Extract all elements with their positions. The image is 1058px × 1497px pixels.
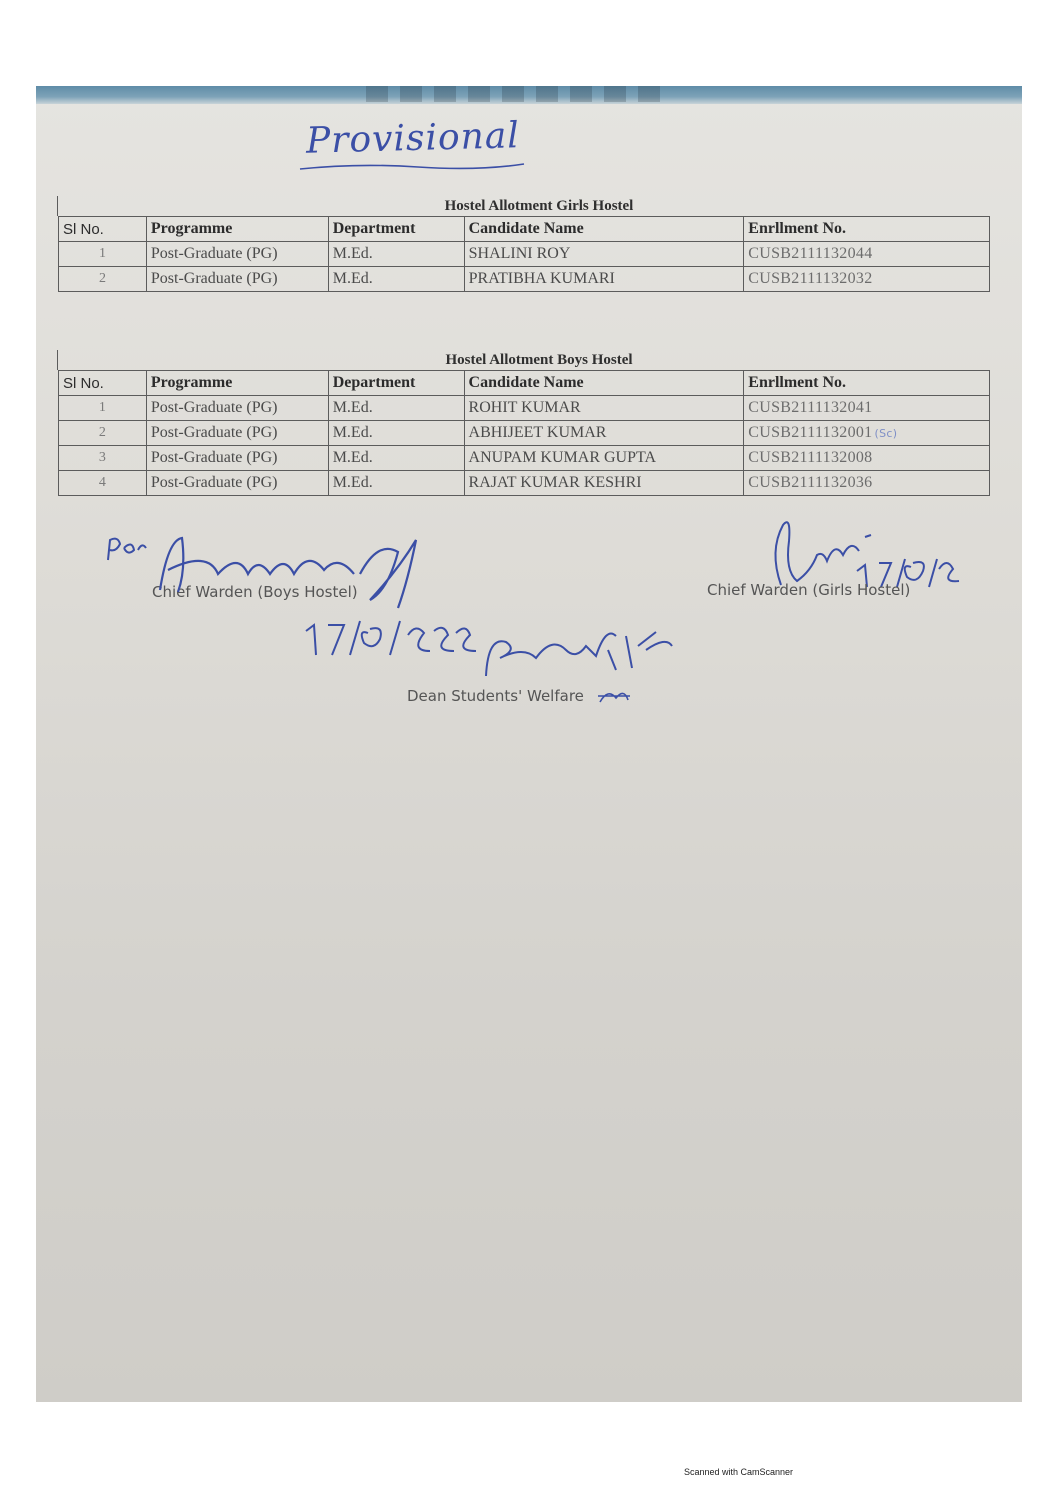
department-cell: M.Ed. — [328, 396, 464, 421]
girls-warden-label: Chief Warden (Girls Hostel) — [707, 581, 911, 599]
boys-warden-date-handwriting — [298, 611, 478, 661]
column-header: Department — [328, 217, 464, 242]
candidate-name-cell: SHALINI ROY — [464, 242, 744, 267]
scan-top-edge — [36, 86, 1022, 104]
candidate-name-cell: ABHIJEET KUMAR — [464, 421, 744, 446]
strikeout-mark — [596, 686, 632, 708]
candidate-name-cell: ROHIT KUMAR — [464, 396, 744, 421]
heading-underline — [298, 160, 528, 174]
enrollment-cell: CUSB2111132008 — [744, 446, 990, 471]
column-header: Programme — [146, 371, 328, 396]
girls-hostel-section — [58, 196, 990, 292]
enrollment-cell: CUSB2111132044 — [744, 242, 990, 267]
serial-number: 2 — [59, 421, 147, 446]
serial-number: 1 — [59, 242, 147, 267]
boys-warden-signature — [98, 530, 438, 610]
column-header: Enrllment No. — [744, 217, 990, 242]
scanner-watermark: Scanned with CamScanner — [684, 1467, 794, 1477]
column-header: Candidate Name — [464, 371, 744, 396]
programme-cell: Post-Graduate (PG) — [146, 396, 328, 421]
department-cell: M.Ed. — [328, 421, 464, 446]
department-cell: M.Ed. — [328, 267, 464, 292]
candidate-name-cell: PRATIBHA KUMARI — [464, 267, 744, 292]
handwritten-heading: Provisional — [305, 115, 521, 162]
enrollment-cell — [744, 421, 990, 446]
dean-label: Dean Students' Welfare — [407, 687, 584, 705]
boys-hostel-section — [58, 350, 990, 496]
table-row — [59, 471, 990, 496]
column-header: Candidate Name — [464, 217, 744, 242]
enrollment-number: CUSB2111132001 — [748, 424, 873, 441]
scan-edge-mark — [366, 86, 666, 102]
programme-cell: Post-Graduate (PG) — [146, 421, 328, 446]
department-cell: M.Ed. — [328, 471, 464, 496]
programme-cell: Post-Graduate (PG) — [146, 446, 328, 471]
table-row — [59, 242, 990, 267]
candidate-name-cell: RAJAT KUMAR KESHRI — [464, 471, 744, 496]
table-header-row — [59, 371, 990, 396]
column-header: Enrllment No. — [744, 371, 990, 396]
boys-table-title: Hostel Allotment Boys Hostel — [445, 352, 633, 368]
table-row — [59, 267, 990, 292]
dean-signature — [476, 606, 676, 686]
boys-allotment-table — [58, 370, 990, 496]
column-header: Sl No. — [59, 371, 147, 396]
column-header: Department — [328, 371, 464, 396]
girls-warden-signature — [761, 511, 961, 591]
department-cell: M.Ed. — [328, 446, 464, 471]
category-note: (Sc) — [874, 427, 898, 440]
programme-cell: Post-Graduate (PG) — [146, 267, 328, 292]
candidate-name-cell: ANUPAM KUMAR GUPTA — [464, 446, 744, 471]
scanned-document — [36, 86, 1022, 1402]
girls-table-title: Hostel Allotment Girls Hostel — [444, 198, 634, 214]
enrollment-cell: CUSB2111132032 — [744, 267, 990, 292]
table-rule — [57, 350, 58, 370]
table-row — [59, 421, 990, 446]
column-header: Programme — [146, 217, 328, 242]
table-row — [59, 396, 990, 421]
table-header-row — [59, 217, 990, 242]
serial-number: 4 — [59, 471, 147, 496]
serial-number: 2 — [59, 267, 147, 292]
enrollment-cell: CUSB2111132036 — [744, 471, 990, 496]
girls-allotment-table — [58, 216, 990, 292]
boys-warden-label: Chief Warden (Boys Hostel) — [152, 583, 358, 601]
enrollment-cell: CUSB2111132041 — [744, 396, 990, 421]
serial-number: 1 — [59, 396, 147, 421]
serial-number: 3 — [59, 446, 147, 471]
programme-cell: Post-Graduate (PG) — [146, 471, 328, 496]
table-rule — [57, 196, 58, 216]
table-row — [59, 446, 990, 471]
programme-cell: Post-Graduate (PG) — [146, 242, 328, 267]
column-header: Sl No. — [59, 217, 147, 242]
department-cell: M.Ed. — [328, 242, 464, 267]
